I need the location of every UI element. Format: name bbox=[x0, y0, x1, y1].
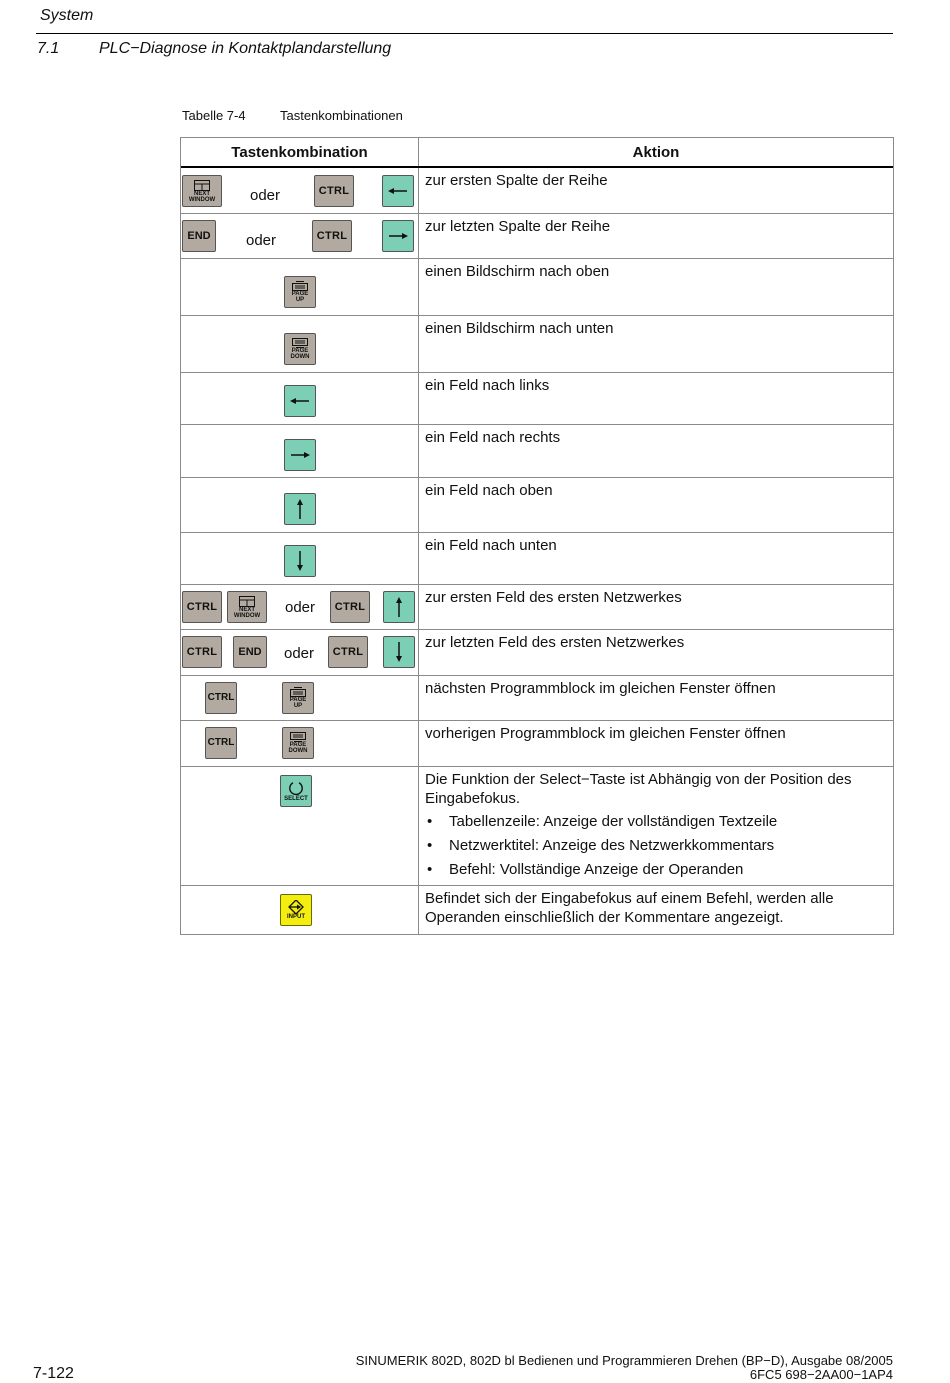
ctrl-key: CTRL bbox=[328, 636, 368, 668]
row-action: zur letzten Spalte der Reihe bbox=[425, 218, 611, 235]
table-header-row bbox=[181, 138, 893, 168]
ctrl-key-label: CTRL bbox=[207, 692, 235, 703]
row-action: vorherigen Programmblock im gleichen Fenster öffnen bbox=[425, 725, 786, 742]
table-row bbox=[181, 214, 893, 259]
select-circle-icon bbox=[288, 780, 304, 796]
row-action: Befindet sich der Eingabefokus auf einem Befehl, werden alle Operanden einschließlich der Kommentare angezeigt. bbox=[425, 890, 834, 926]
or-word: oder bbox=[246, 232, 277, 249]
row-action: einen Bildschirm nach oben bbox=[425, 263, 610, 280]
page-up-label-2: UP bbox=[295, 297, 305, 303]
page-icon bbox=[290, 687, 306, 697]
table-row bbox=[181, 168, 893, 214]
arrow-right-icon bbox=[290, 450, 310, 460]
list-item bbox=[425, 812, 887, 831]
table-row bbox=[181, 259, 893, 316]
arrow-up-icon bbox=[295, 499, 305, 519]
table-row bbox=[181, 373, 893, 425]
next-window-key bbox=[182, 175, 222, 207]
row-action: einen Bildschirm nach unten bbox=[425, 320, 614, 337]
ctrl-key bbox=[205, 727, 237, 759]
bullet-list bbox=[425, 812, 887, 879]
list-item bbox=[425, 860, 887, 879]
page-down-label-2: DOWN bbox=[288, 748, 308, 754]
row-action: ein Feld nach unten bbox=[425, 537, 557, 554]
table-caption-title: Tastenkombinationen bbox=[280, 108, 403, 123]
bullet-icon: • bbox=[427, 837, 433, 854]
end-key: END bbox=[182, 220, 216, 252]
table-row bbox=[181, 886, 893, 934]
input-key bbox=[280, 894, 312, 926]
next-window-key bbox=[227, 591, 267, 623]
page-icon bbox=[292, 338, 308, 348]
arrow-left-icon bbox=[388, 186, 408, 196]
list-item-text: Netzwerktitel: Anzeige des Netzwerkkommentars bbox=[449, 837, 775, 854]
row-action: ein Feld nach rechts bbox=[425, 429, 561, 446]
footer-order-number: 6FC5 698−2AA00−1AP4 bbox=[749, 1367, 893, 1382]
row-action: zur letzten Feld des ersten Netzwerkes bbox=[425, 634, 685, 651]
page-up-key bbox=[284, 276, 316, 308]
next-window-label-1: NEXT bbox=[193, 190, 210, 197]
next-window-label-2: WINDOW bbox=[233, 612, 261, 619]
bullet-icon: • bbox=[427, 813, 433, 830]
arrow-down-icon bbox=[295, 551, 305, 571]
list-item-text: Befehl: Vollständige Anzeige der Operanden bbox=[449, 861, 744, 878]
next-window-label-1: NEXT bbox=[238, 606, 255, 613]
end-key: END bbox=[233, 636, 267, 668]
row-action: ein Feld nach links bbox=[425, 377, 550, 394]
table-row bbox=[181, 585, 893, 630]
chapter-title: PLC−Diagnose in Kontaktplandarstellung bbox=[99, 40, 392, 57]
table-row bbox=[181, 630, 893, 676]
or-word: oder bbox=[285, 599, 316, 616]
table-row bbox=[181, 478, 893, 533]
row-action: zur ersten Feld des ersten Netzwerkes bbox=[425, 589, 682, 606]
page-icon bbox=[292, 281, 308, 291]
arrow-down-key bbox=[383, 636, 415, 668]
chapter-number: 7.1 bbox=[37, 40, 60, 57]
row-action: ein Feld nach oben bbox=[425, 482, 553, 499]
input-icon bbox=[287, 900, 305, 914]
select-key bbox=[280, 775, 312, 807]
ctrl-key-label: CTRL bbox=[207, 737, 235, 748]
window-icon bbox=[194, 180, 210, 191]
arrow-up-icon bbox=[394, 597, 404, 617]
table-caption-number: Tabelle 7-4 bbox=[182, 108, 246, 123]
footer-publication: SINUMERIK 802D, 802D bl Bedienen und Programmieren Drehen (BP−D), Ausgabe 08/2005 bbox=[355, 1353, 893, 1368]
arrow-down-key bbox=[284, 545, 316, 577]
row-action: zur ersten Spalte der Reihe bbox=[425, 172, 608, 189]
row-action: nächsten Programmblock im gleichen Fenster öffnen bbox=[425, 680, 776, 697]
row-action: Die Funktion der Select−Taste ist Abhängig von der Position des Eingabefokus. bbox=[425, 771, 852, 807]
arrow-right-key bbox=[284, 439, 316, 471]
select-key-label: SELECT bbox=[284, 796, 308, 802]
page-up-label-2: UP bbox=[293, 703, 303, 709]
table-row bbox=[181, 767, 893, 886]
page-down-label-1: PAGE bbox=[291, 348, 309, 354]
ctrl-key: CTRL bbox=[182, 636, 222, 668]
arrow-down-icon bbox=[394, 642, 404, 662]
page-up-label-1: PAGE bbox=[289, 697, 307, 703]
page-up-label-1: PAGE bbox=[291, 291, 309, 297]
arrow-right-key bbox=[382, 220, 414, 252]
list-item-text: Tabellenzeile: Anzeige der vollständigen Textzeile bbox=[449, 813, 778, 830]
bullet-icon: • bbox=[427, 861, 433, 878]
arrow-up-key bbox=[383, 591, 415, 623]
ctrl-key: CTRL bbox=[312, 220, 352, 252]
row-action-cell bbox=[419, 767, 893, 885]
arrow-right-icon bbox=[388, 231, 408, 241]
ctrl-key: CTRL bbox=[182, 591, 222, 623]
page-up-key bbox=[282, 682, 314, 714]
shortcut-table bbox=[180, 137, 894, 935]
ctrl-key: CTRL bbox=[330, 591, 370, 623]
table-row bbox=[181, 316, 893, 373]
ctrl-key bbox=[205, 682, 237, 714]
arrow-up-key bbox=[284, 493, 316, 525]
page-down-label-1: PAGE bbox=[289, 742, 307, 748]
table-row bbox=[181, 533, 893, 585]
column-header-keys: Tastenkombination bbox=[181, 138, 419, 166]
arrow-left-icon bbox=[290, 396, 310, 406]
or-word: oder bbox=[284, 645, 315, 662]
page-down-key bbox=[282, 727, 314, 759]
page-down-label-2: DOWN bbox=[290, 354, 310, 360]
table-row bbox=[181, 425, 893, 478]
page-number: 7-122 bbox=[33, 1365, 74, 1382]
window-icon bbox=[239, 596, 255, 607]
list-item bbox=[425, 836, 887, 855]
page-down-key bbox=[284, 333, 316, 365]
page-icon bbox=[290, 732, 306, 742]
or-word: oder bbox=[250, 187, 281, 204]
header-rule bbox=[36, 33, 893, 34]
column-header-action: Aktion bbox=[632, 143, 680, 161]
table-row bbox=[181, 676, 893, 721]
ctrl-key: CTRL bbox=[314, 175, 354, 207]
input-key-label: INPUT bbox=[287, 914, 305, 920]
running-header-section: System bbox=[40, 7, 94, 24]
table-row bbox=[181, 721, 893, 767]
arrow-left-key bbox=[284, 385, 316, 417]
next-window-label-2: WINDOW bbox=[188, 196, 216, 203]
arrow-left-key bbox=[382, 175, 414, 207]
